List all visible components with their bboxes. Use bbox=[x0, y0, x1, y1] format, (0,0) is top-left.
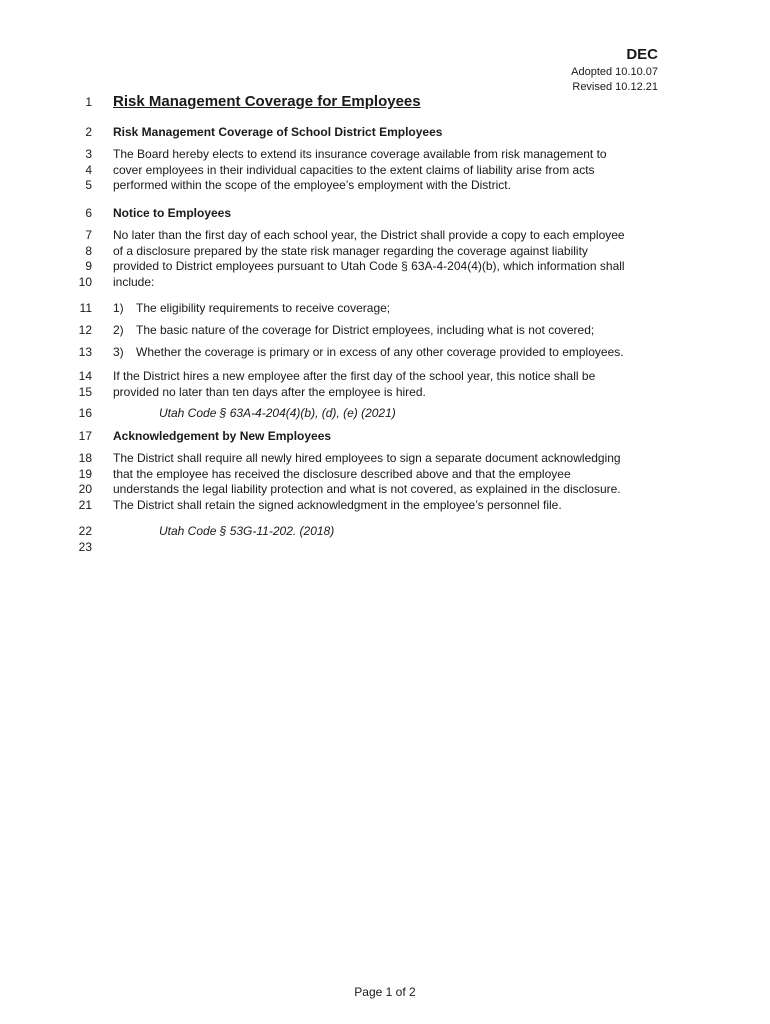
adopted-date: Adopted 10.10.07 bbox=[571, 66, 658, 78]
line-number: 18 bbox=[78, 451, 92, 465]
line-number: 15 bbox=[78, 384, 92, 399]
list-item bbox=[113, 323, 658, 339]
line-number: 12 bbox=[78, 323, 92, 337]
body-line: The District shall require all newly hired employees to sign a separate document acknowledging bbox=[113, 451, 621, 465]
line-number: 19 bbox=[78, 466, 92, 481]
revised-date: Revised 10.12.21 bbox=[572, 81, 658, 93]
line-number: 6 bbox=[85, 206, 92, 220]
body-line: No later than the first day of each school year, the District shall provide a copy to each employee bbox=[113, 228, 625, 242]
line-number: 8 bbox=[85, 243, 92, 258]
section-heading-coverage: Risk Management Coverage of School District Employees bbox=[113, 125, 443, 139]
body-line: that the employee has received the disclosure described above and that the employee bbox=[113, 466, 571, 481]
page-title: Risk Management Coverage for Employees bbox=[113, 93, 421, 110]
line-number: 5 bbox=[85, 178, 92, 192]
list-item-number: 3) bbox=[113, 345, 124, 359]
line-number: 21 bbox=[78, 497, 92, 512]
line-number: 7 bbox=[85, 228, 92, 242]
line-number: 11 bbox=[79, 301, 92, 315]
policy-header bbox=[571, 46, 658, 94]
line-number: 23 bbox=[78, 539, 92, 554]
line-number: 10 bbox=[78, 274, 92, 289]
list-item-number: 2) bbox=[113, 323, 124, 337]
line-number: 16 bbox=[78, 406, 92, 420]
body-line: cover employees in their individual capacities to the extent claims of liability arise from acts bbox=[113, 162, 595, 177]
body-line: If the District hires a new employee after the first day of the school year, this notice shall be bbox=[113, 369, 596, 383]
legal-citation: Utah Code § 53G-11-202. (2018) bbox=[159, 524, 335, 538]
line-number: 4 bbox=[85, 162, 92, 177]
line-number: 3 bbox=[85, 147, 92, 161]
line-number: 22 bbox=[78, 524, 92, 538]
body-line: provided to District employees pursuant to Utah Code § 63A-4-204(4)(b), which information shall bbox=[113, 259, 625, 273]
list-item-text: The basic nature of the coverage for District employees, including what is not covered; bbox=[136, 323, 595, 337]
body-line: provided no later than ten days after the employee is hired. bbox=[113, 384, 426, 399]
page-number: Page 1 of 2 bbox=[354, 985, 416, 999]
legal-citation: Utah Code § 63A-4-204(4)(b), (d), (e) (2021) bbox=[159, 406, 396, 420]
list-item-number: 1) bbox=[113, 301, 124, 315]
line-number: 13 bbox=[78, 345, 92, 359]
body-line: The District shall retain the signed acknowledgment in the employee’s personnel file. bbox=[113, 497, 562, 512]
section-heading-notice: Notice to Employees bbox=[113, 206, 232, 220]
line-number: 2 bbox=[85, 125, 92, 139]
line-number: 9 bbox=[85, 259, 92, 273]
line-number: 17 bbox=[78, 429, 92, 443]
section-heading-acknowledgement: Acknowledgement by New Employees bbox=[113, 429, 332, 443]
body-line: of a disclosure prepared by the state risk manager regarding the coverage against liability bbox=[113, 243, 588, 258]
line-number: 1 bbox=[85, 95, 92, 109]
body-line: The Board hereby elects to extend its insurance coverage available from risk management to bbox=[113, 147, 607, 161]
body-line: performed within the scope of the employee’s employment with the District. bbox=[113, 178, 511, 192]
body-line: understands the legal liability protection and what is not covered, as explained in the disclosure. bbox=[113, 482, 621, 496]
policy-code: DEC bbox=[626, 46, 658, 63]
list-item-text: Whether the coverage is primary or in excess of any other coverage provided to employees. bbox=[136, 345, 624, 359]
list-item bbox=[113, 301, 658, 317]
line-number: 20 bbox=[78, 482, 92, 496]
line-number: 14 bbox=[78, 369, 92, 383]
list-item bbox=[113, 345, 658, 361]
list-item-text: The eligibility requirements to receive coverage; bbox=[136, 301, 391, 315]
body-line: include: bbox=[113, 274, 155, 289]
